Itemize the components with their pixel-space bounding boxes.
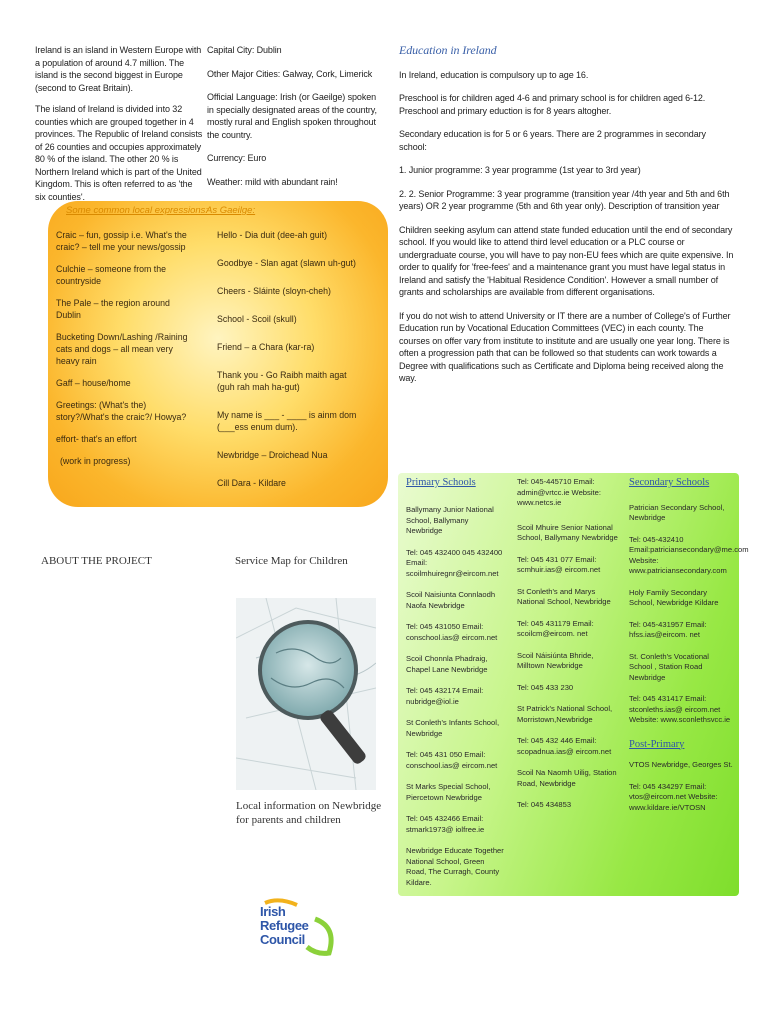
school-entry: Scoil Mhuire Senior National School, Ballymany Newbridge xyxy=(517,522,618,542)
school-entry: St Patrick's National School, Morristown,Newbridge xyxy=(517,704,613,724)
expressions-heading: Some common local expressions: xyxy=(66,205,209,216)
school-entry: St. Conleth's Vocational School , Station Road Newbridge xyxy=(629,651,709,682)
about-project-heading: ABOUT THE PROJECT xyxy=(41,555,152,567)
gaeilge-item: School - Scoil (skull) xyxy=(217,314,297,324)
school-entry: St Conleth's and Marys National School, Newbridge xyxy=(517,586,611,606)
school-contact: Tel: 045 431050 Email: conschool.ias@ eircom.net xyxy=(406,622,498,642)
weather-fact: Weather: mild with abundant rain! xyxy=(207,176,338,187)
expression-item: (work in progress) xyxy=(60,456,131,466)
gaeilge-item: Newbridge – Droichead Nua xyxy=(217,450,328,460)
school-entry: Scoil Chonnla Phadraig, Chapel Lane Newbridge xyxy=(406,654,488,674)
school-contact: Tel: 045 431179 Email: scoilcm@eircom. net xyxy=(517,618,594,638)
school-contact: Tel: 045 434853 xyxy=(517,800,572,809)
school-contact: Tel: 045 432466 Email: stmark1973@ iolfree.ie xyxy=(406,814,485,834)
education-paragraph: 1. Junior programme: 3 year programme (1st year to 3rd year) xyxy=(399,165,641,175)
school-entry: St Conleth's Infants School, Newbridge xyxy=(406,718,500,738)
expression-item: effort- that's an effort xyxy=(56,434,137,444)
gaeilge-item: Goodbye - Slan agat (slawn uh-gut) xyxy=(217,258,356,268)
school-contact: Tel: 045-431957 Email: hfss.ias@eircom. net xyxy=(629,619,707,639)
expressions-list xyxy=(56,229,194,477)
school-contact: Tel: 045 432400 045 432400 Email: scoilmhuiregnr@eircom.net xyxy=(406,547,503,578)
logo-line: Council xyxy=(260,932,305,947)
education-paragraph: Secondary education is for 5 or 6 years. There are 2 programmes in secondary school: xyxy=(399,129,706,152)
school-contact: Tel: 045 431 077 Email: scmhuir.ias@ eircom.net xyxy=(517,554,601,574)
primary-schools-list-2 xyxy=(517,477,619,822)
ireland-intro-paragraph: Ireland is an island in Western Europe with a population of around 4.7 million. The island is the second biggest in Europe (second to Great Britain). xyxy=(35,45,202,93)
school-entry: Ballymany Junior National School, Ballymany Newbridge xyxy=(406,505,494,535)
gaeilge-heading: As Gaeilge: xyxy=(206,205,256,216)
service-map-title: Service Map for Children xyxy=(235,555,348,567)
logo-line: Irish xyxy=(260,904,286,919)
expression-item: Greetings: (What's the) story?/What's the craic?/ Howya? xyxy=(56,400,187,422)
school-contact: Tel: 045 433 230 xyxy=(517,682,574,692)
school-entry: Scoil Náisiúnta Bhride, Milltown Newbridge xyxy=(517,650,594,670)
expression-item: The Pale – the region around Dublin xyxy=(56,298,170,320)
expression-item: Bucketing Down/Lashing /Raining cats and dogs – all mean very heavy rain xyxy=(56,332,188,366)
expression-item: Gaff – house/home xyxy=(56,378,131,388)
gaeilge-item: Thank you - Go Raibh maith agat (guh rah mah ha-gut) xyxy=(217,370,347,392)
school-contact: Tel: 045 431 050 Email: conschool.ias@ eircom.net xyxy=(406,750,498,770)
gaeilge-item: My name is ___ - ____ is ainm dom (___ess enum dum). xyxy=(217,410,357,432)
primary-schools-list-1 xyxy=(406,505,504,899)
school-contact[interactable]: Tel: 045-445710 Email: admin@vrtcc.ie Website: www.netcs.ie xyxy=(517,477,601,507)
school-contact[interactable]: Tel: 045 431417 Email: stconleths.ias@ eircom.net Website: www.sconlethsvcc.ie xyxy=(629,694,731,724)
capital-fact: Capital City: Dublin xyxy=(207,45,282,55)
education-title: Education in Ireland xyxy=(399,43,497,57)
primary-schools-heading-wrap xyxy=(406,478,506,489)
expression-item: Culchie – someone from the countryside xyxy=(56,264,167,286)
gaeilge-item: Friend – a Chara (kar-ra) xyxy=(217,342,315,352)
school-entry: Holy Family Secondary School, Newbridge Kildare xyxy=(629,587,719,607)
local-information-caption: Local information on Newbridge for parents and children xyxy=(236,800,382,826)
school-contact: Tel: 045 432 446 Email: scopadnua.ias@ eircom.net xyxy=(517,736,612,756)
school-entry: Scoil Na Naomh Uilig, Station Road, Newbridge xyxy=(517,768,617,788)
school-entry: VTOS Newbridge, Georges St. xyxy=(629,760,733,769)
education-paragraph: In Ireland, education is compulsory up to age 16. xyxy=(399,69,589,80)
education-paragraph: Preschool is for children aged 4-6 and primary school is for children aged 6-12. Preschool and primary eduction is for 8 years altogher. xyxy=(399,93,706,116)
education-section xyxy=(399,44,734,396)
post-primary-heading: Post-Primary xyxy=(629,738,685,750)
language-fact: Official Language: Irish (or Gaeilge) spoken in specially designated areas of the country, mostly rural and English spoken throughout the country. xyxy=(207,92,377,140)
school-contact[interactable]: Tel: 045-432410 Email:patriciansecondary@me.com Website: www.patriciansecondary.com xyxy=(629,534,749,575)
magnifying-glass-map-image xyxy=(236,598,376,790)
education-paragraph: 2. 2. Senior Programme: 3 year programme (transition year /4th year and 5th and 6th years) OR 2 year programme (5th and 6th year only). Description of transition year xyxy=(399,188,730,211)
gaeilge-list xyxy=(217,229,359,499)
intro-column xyxy=(35,44,203,212)
counties-paragraph: The island of Ireland is divided into 32 counties which are grouped together in 4 provinces. The Republic of Ireland consists of 26 counties and occupies approximately 80 % of the island. The other 20 % is Northern Ireland which is part of the United Kingdom. This is often referred to as 'the six counties'. xyxy=(35,104,203,202)
school-entry: Newbridge Educate Together National School, Green Road, The Curragh, County Kildare. xyxy=(406,846,504,887)
logo-line: Refugee xyxy=(260,918,309,933)
school-contact: Tel: 045 432174 Email: nubridge@iol.ie xyxy=(406,686,484,706)
gaeilge-item: Hello - Dia duit (dee-ah guit) xyxy=(217,230,328,240)
secondary-schools-heading: Secondary Schools xyxy=(629,477,710,488)
currency-fact: Currency: Euro xyxy=(207,153,267,163)
school-entry: Patrician Secondary School, Newbridge xyxy=(629,502,725,522)
logo-text xyxy=(260,905,309,947)
education-paragraph: Children seeking asylum can attend state funded education until the end of secondary school. If you would like to attend third level education or a PLC course or undergraduate course, you will have to pay non-EU fees which are quite expensive. In order to qualify for 'free-fees' and a maintenance grant you must have legal status in Ireland and satisfy the 'Habitual Residence Condition'. However a small number of grants and scholarships are available from different organisations. xyxy=(399,224,734,297)
school-entry: St Marks Special School, Piercetown Newbridge xyxy=(406,782,491,802)
school-entry: Scoil Naisiunta Connlaodh Naofa Newbridge xyxy=(406,590,496,610)
secondary-schools-list xyxy=(629,477,749,824)
facts-column xyxy=(207,44,382,199)
school-contact[interactable]: Tel: 045 434297 Email: vtos@eircom.net Website: www.kildare.ie/VTOSN xyxy=(629,781,718,812)
education-paragraph: If you do not wish to attend University or IT there are a number of College's of Further Education run by Vocational Education Committees (VEC) in each county. The courses on offer vary from institute to institute and are usually one year long. There is often a progression path that can be followed so that students can work towards a Degree with qualifications such as Certificate and Diploma being received along the way. xyxy=(399,310,731,383)
gaeilge-item: Cill Dara - Kildare xyxy=(217,478,286,488)
expression-item: Craic – fun, gossip i.e. What's the craic? – tell me your news/gossip xyxy=(56,230,187,252)
gaeilge-item: Cheers - Sláinte (sloyn-cheh) xyxy=(217,286,331,296)
primary-schools-heading: Primary Schools xyxy=(406,477,476,488)
cities-fact: Other Major Cities: Galway, Cork, Limerick xyxy=(207,68,373,79)
